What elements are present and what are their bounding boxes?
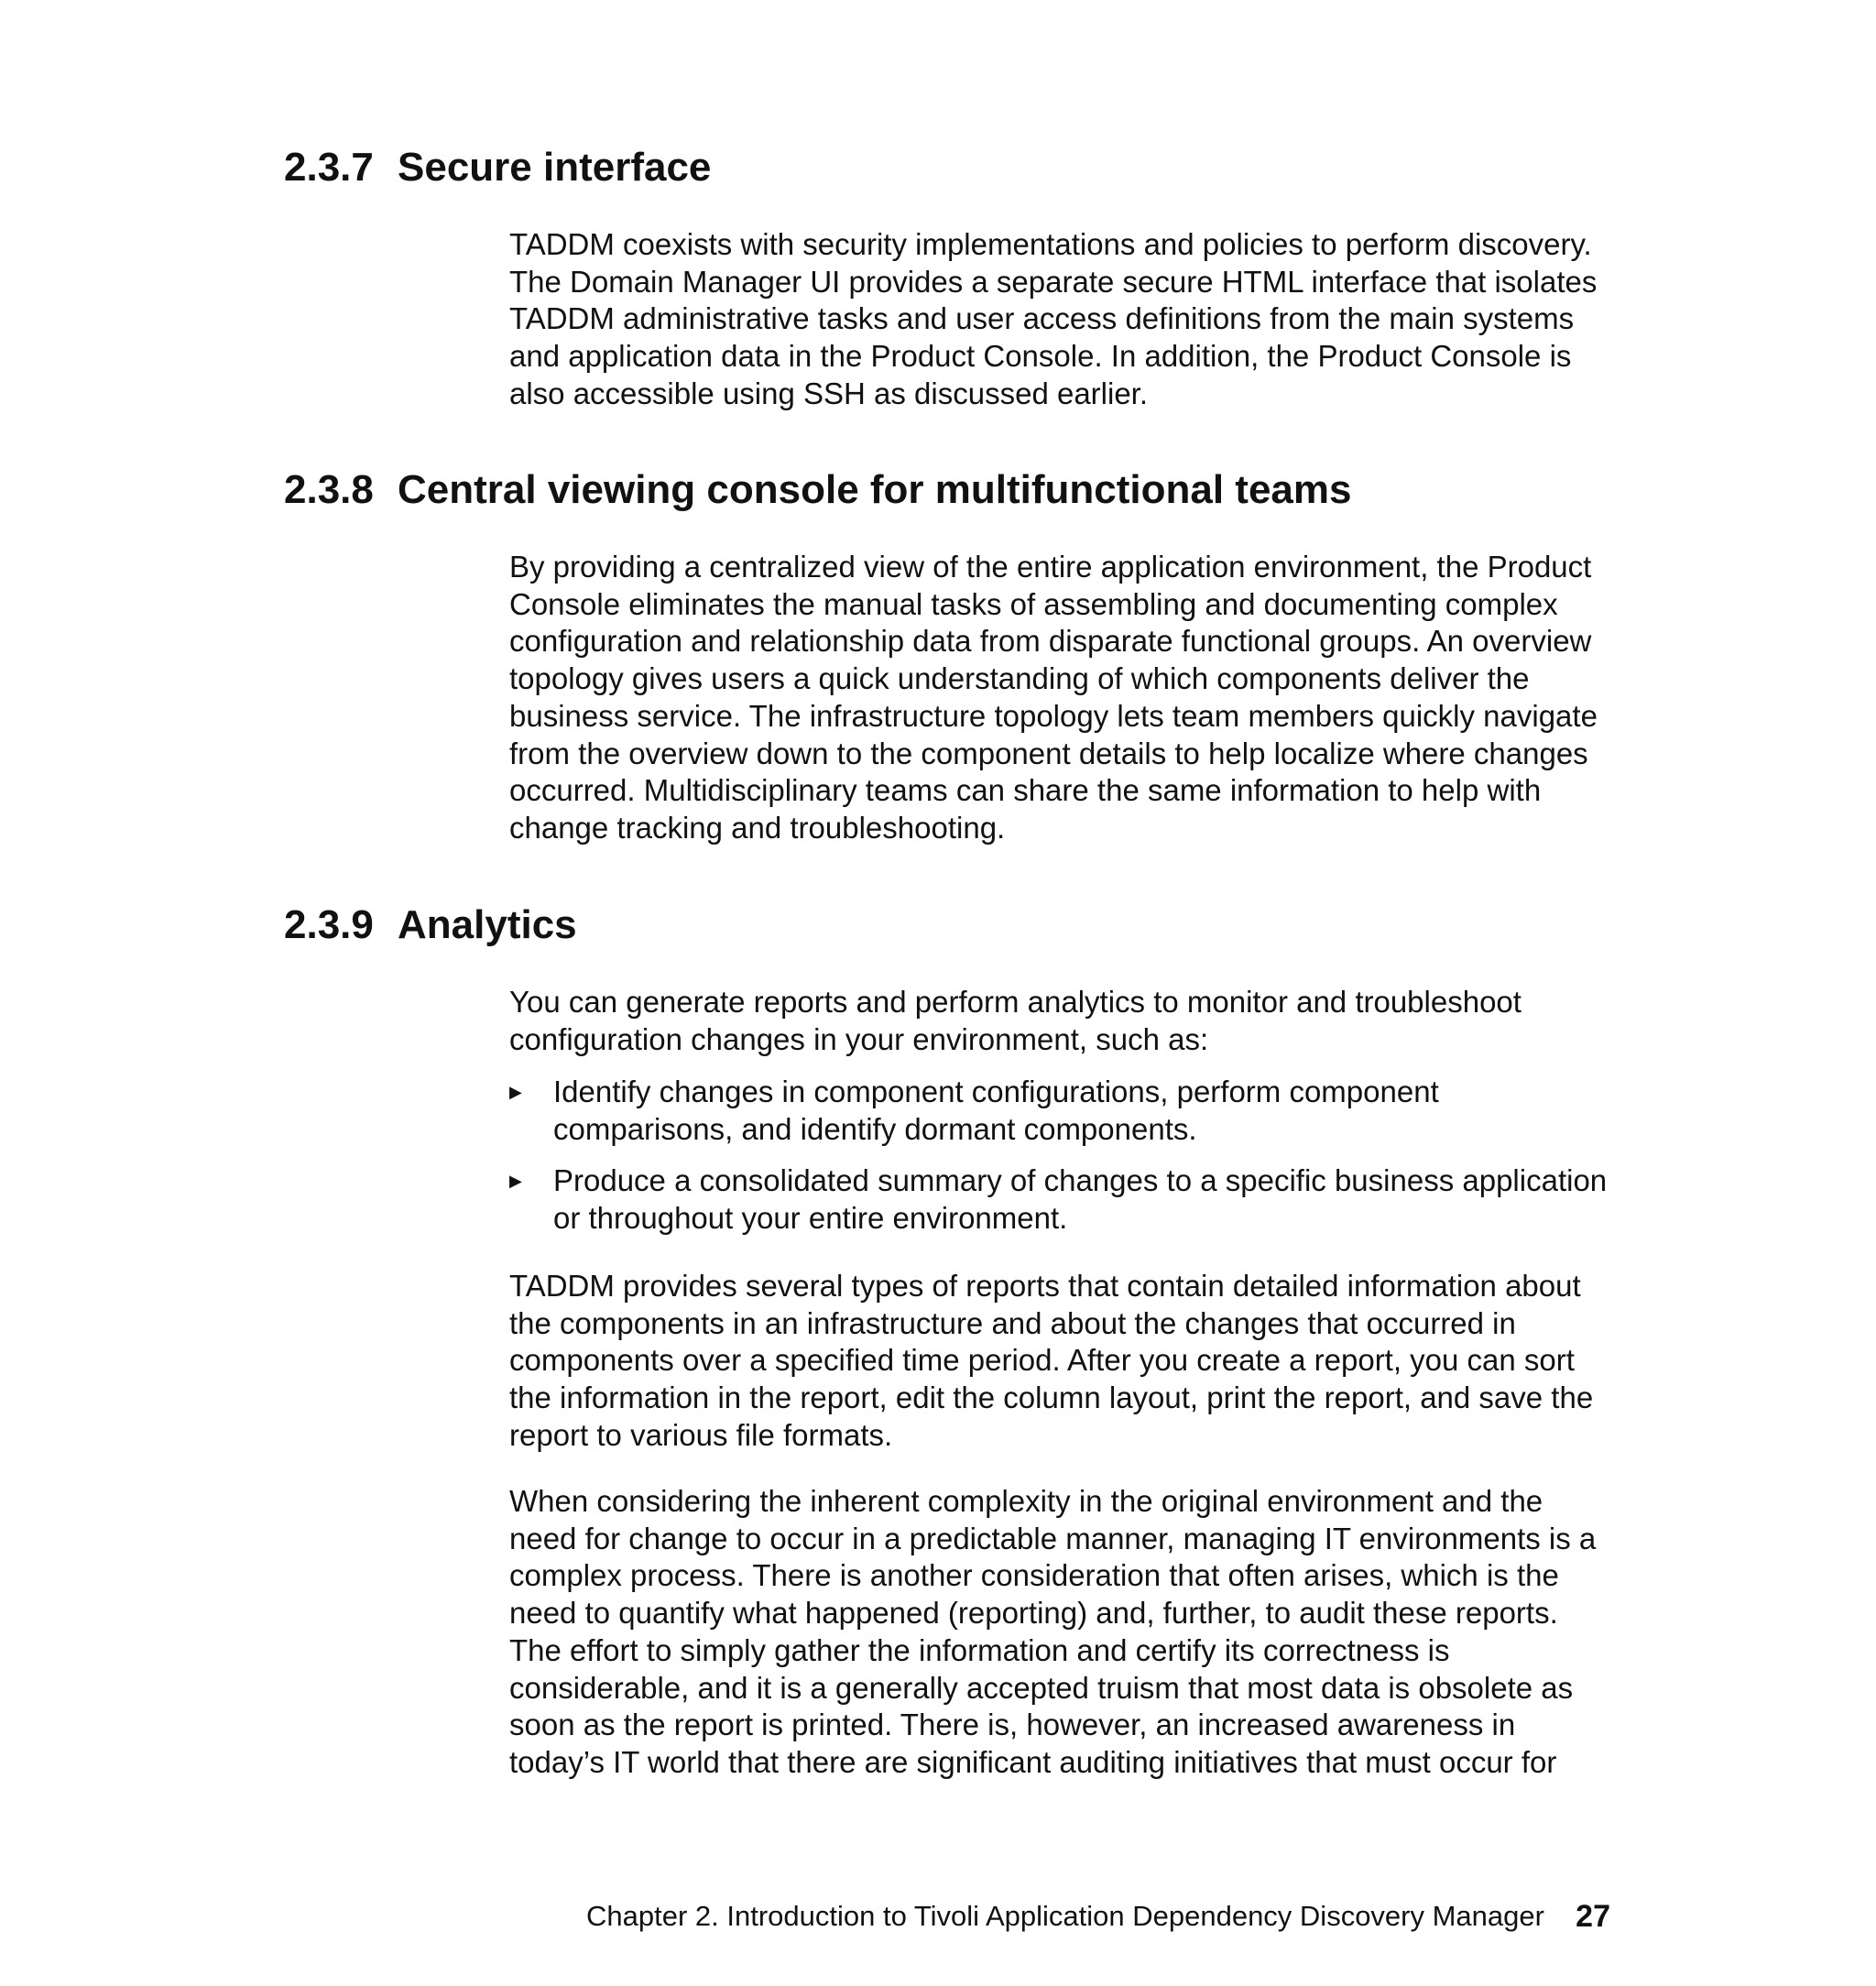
- paragraph-central-viewing-console: By providing a centralized view of the entire application environment, the Product Console eliminates the manual tasks of assembling and documenting complex configuration and relationship data from disparate functional groups. An overview topology gives users a quick understanding of which components deliver the business service. The infrastructure topology lets team members quickly navigate from the overview down to the component details to help localize where changes occurred. Multidisciplinary teams can share the same information to help with change tracking and troubleshooting.: [509, 550, 1598, 845]
- triangle-bullet-icon: ▶: [509, 1172, 522, 1191]
- analytics-bullet-list: [509, 1074, 1609, 1252]
- paragraph-secure-interface: TADDM coexists with security implementations and policies to perform discovery. The Domain Manager UI provides a separate secure HTML interface that isolates TADDM administrative tasks and user access definitions from the main systems and application data in the Product Console. In addition, the Product Console is also accessible using SSH as discussed earlier.: [509, 227, 1598, 410]
- section-number: 2.3.7: [284, 145, 374, 190]
- section-title: Analytics: [398, 902, 577, 947]
- chapter-title: Chapter 2. Introduction to Tivoli Application Dependency Discovery Manager: [586, 1900, 1544, 1932]
- section-title: Central viewing console for multifunctional teams: [398, 467, 1352, 512]
- list-item-text: Produce a consolidated summary of changes to a specific business application or throughout your entire environment.: [553, 1163, 1608, 1236]
- paragraph-analytics-intro: You can generate reports and perform analytics to monitor and troubleshoot configuration changes in your environment, such as:: [509, 985, 1522, 1056]
- paragraph-report-types: TADDM provides several types of reports that contain detailed information about the components in an infrastructure and about the changes that occurred in components over a specified time period. After you create a report, you can sort the information in the report, edit the column layout, print the report, and save the report to various file formats.: [509, 1269, 1594, 1452]
- paragraph-complexity: When considering the inherent complexity in the original environment and the need for change to occur in a predictable manner, managing IT environments is a complex process. There is another consideration that often arises, which is the need to quantify what happened (reporting) and, further, to audit these reports. The effort to simply gather the information and certify its correctness is considerable, and it is a generally accepted truism that most data is obsolete as soon as the report is printed. There is, however, an increased awareness in today’s IT world that there are significant auditing initiatives that must occur for: [509, 1484, 1597, 1779]
- section-heading-2-3-9: [284, 901, 577, 949]
- list-item: [509, 1074, 1609, 1148]
- triangle-bullet-icon: ▶: [509, 1083, 522, 1101]
- section-title: Secure interface: [398, 145, 712, 190]
- section-heading-2-3-8: [284, 466, 1352, 514]
- section-number: 2.3.9: [284, 902, 374, 947]
- list-item-text: Identify changes in component configurations, perform component comparisons, and identify dormant components.: [553, 1075, 1439, 1146]
- section-heading-2-3-7: [284, 144, 711, 191]
- page-number: 27: [1576, 1899, 1610, 1934]
- list-item: [509, 1162, 1609, 1237]
- section-number: 2.3.8: [284, 467, 374, 512]
